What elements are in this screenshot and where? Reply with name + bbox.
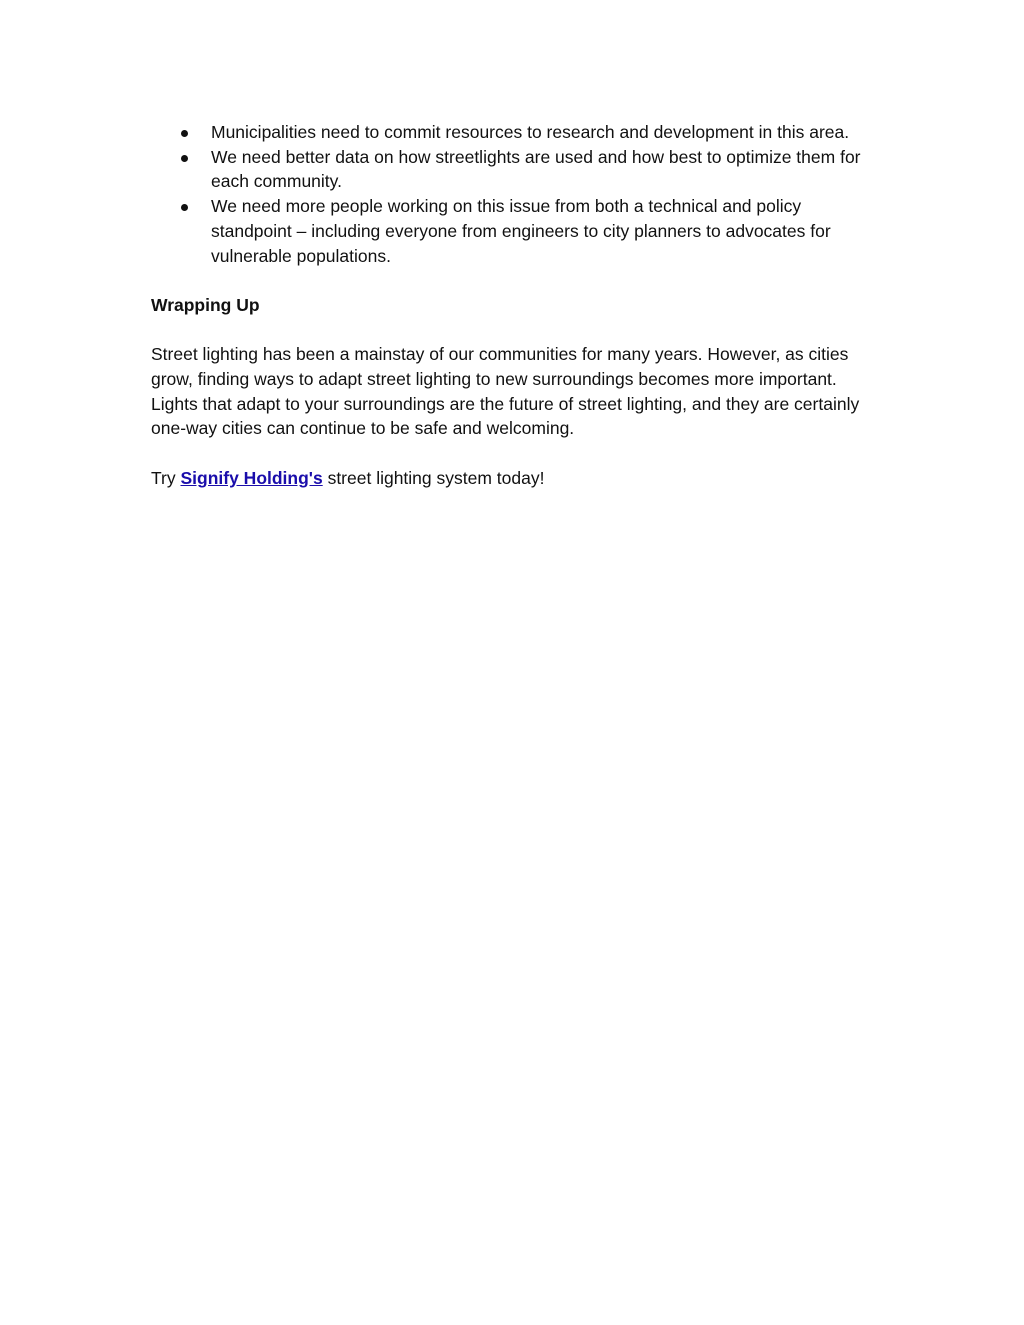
list-item-text: Municipalities need to commit resources to research and development in this area.: [211, 122, 850, 142]
cta-suffix: street lighting system today!: [322, 467, 545, 488]
list-item: [151, 145, 881, 194]
section-heading: Wrapping Up: [151, 294, 260, 315]
list-item-text: We need more people working on this issue from both a technical and policy standpoint – including everyone from engineers to city planners to advocates for vulnerable populations.: [211, 196, 831, 266]
bullet-icon: [181, 155, 188, 162]
bullet-icon: [181, 204, 188, 211]
list-item-text: We need better data on how streetlights are used and how best to optimize them for each community.: [211, 146, 861, 192]
call-to-action: [151, 466, 881, 491]
cta-prefix: Try: [151, 467, 181, 488]
document-page: [151, 120, 881, 491]
body-paragraph: Street lighting has been a mainstay of our communities for many years. However, as cities grow, finding ways to adapt street lighting to new surroundings becomes more important. Lights that adapt to your surroundings are the future of street lighting, and they are certainly one-way cities can continue to be safe and welcoming.: [151, 344, 860, 439]
list-item: [151, 120, 881, 145]
list-item: [151, 194, 881, 268]
recommendations-list: [151, 120, 881, 268]
signify-link[interactable]: Signify Holding's: [180, 467, 323, 488]
bullet-icon: [181, 130, 188, 137]
